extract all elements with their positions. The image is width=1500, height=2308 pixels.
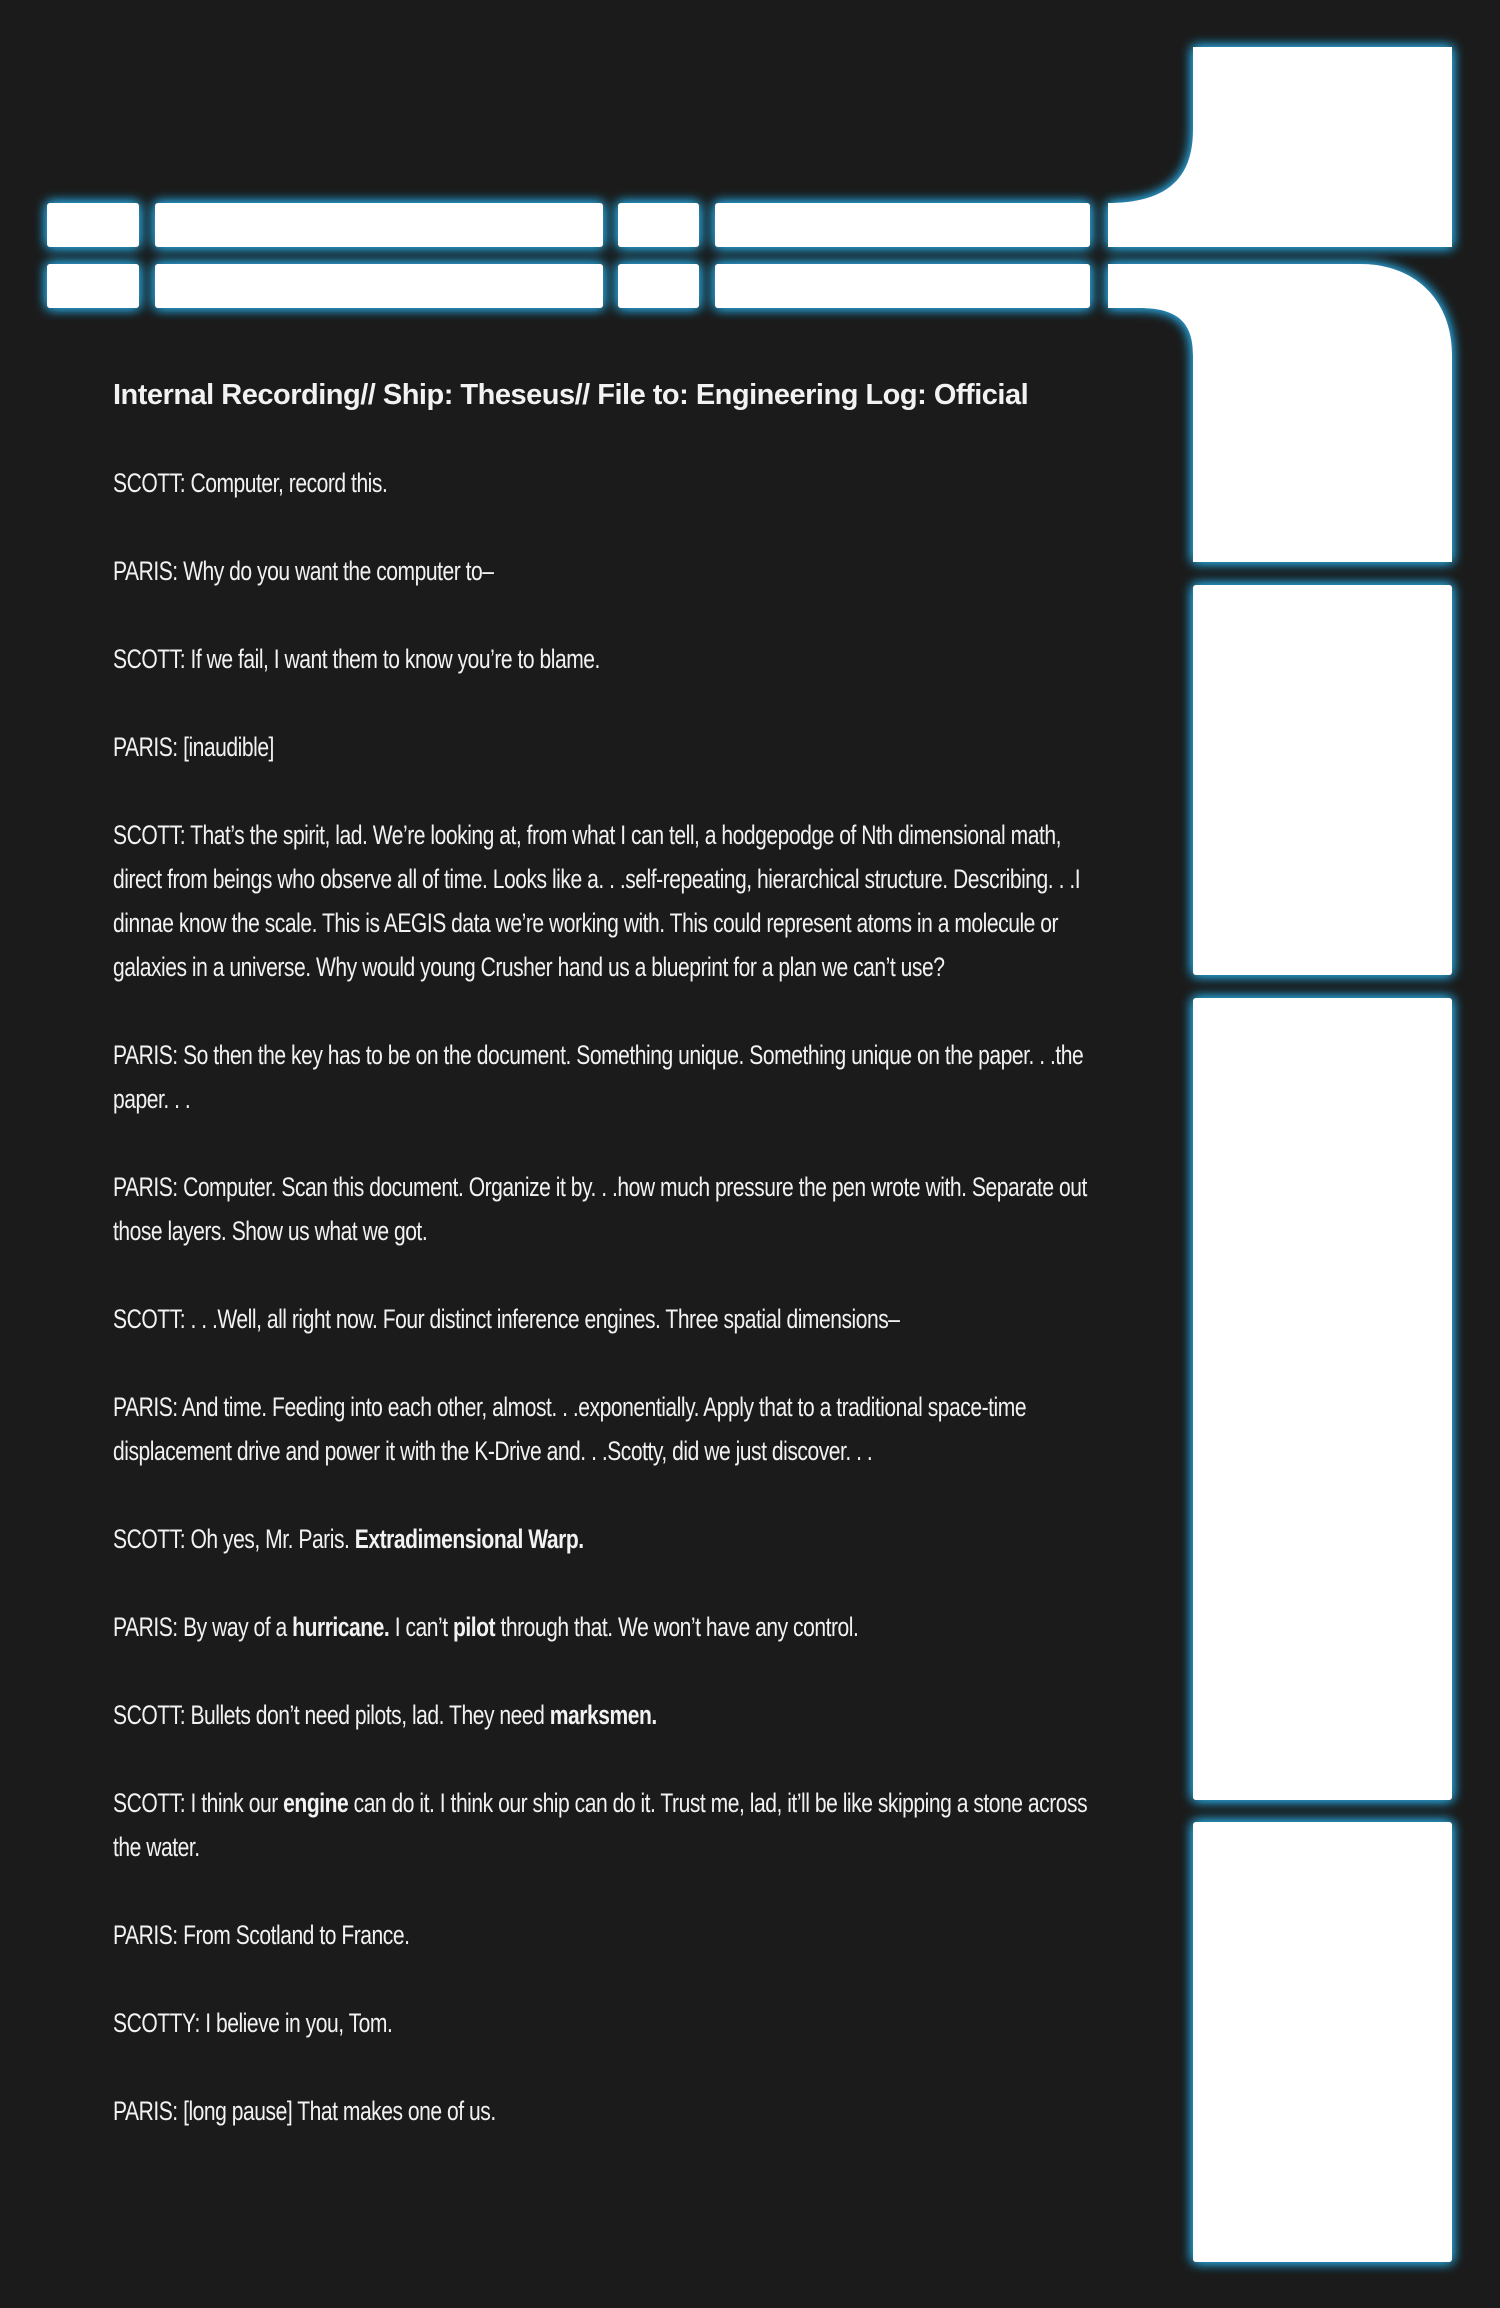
dialogue-text: Bullets don’t need pilots, lad. They need — [185, 1700, 550, 1730]
dialogue-text: can do it. I think our ship can do it. Trust me, lad, it’ll be like skipping a stone across the water. — [113, 1788, 1088, 1862]
dialogue-text: through that. We won’t have any control. — [495, 1612, 859, 1642]
speaker-label: SCOTT: — [113, 644, 186, 674]
dialogue-entry — [113, 1033, 1111, 1121]
dialogue-entry — [113, 1605, 1111, 1649]
dialogue-text: So then the key has to be on the document. Something unique. Something unique on the paper. . .the paper. . . — [113, 1040, 1084, 1114]
speaker-label: SCOTT: — [113, 468, 186, 498]
speaker-label: PARIS: — [113, 1172, 178, 1202]
speaker-label: PARIS: — [113, 1612, 178, 1642]
dialogue-entry — [113, 1913, 1111, 1957]
dialogue-entry — [113, 813, 1111, 989]
dialogue-text: Oh yes, Mr. Paris. — [185, 1524, 355, 1554]
dialogue-text: From Scotland to France. — [177, 1920, 410, 1950]
dialogue-text: [inaudible] — [177, 732, 274, 762]
emphasis-text: pilot — [452, 1612, 496, 1642]
dialogue-entry — [113, 1781, 1111, 1869]
speaker-label: SCOTT: — [113, 1524, 186, 1554]
speaker-label: PARIS: — [113, 732, 178, 762]
dialogue-text: Why do you want the computer to– — [177, 556, 494, 586]
dialogue-text: I think our — [185, 1788, 284, 1818]
lcars-bar-bottom-3 — [618, 264, 699, 308]
dialogue-text: And time. Feeding into each other, almost. . .exponentially. Apply that to a traditional space-time displacement drive and power it with the K-Drive and. . .Scotty, did we just discover. . . — [113, 1392, 1027, 1466]
emphasis-text: engine — [283, 1788, 349, 1818]
dialogue-text: I believe in you, Tom. — [199, 2008, 393, 2038]
lcars-bar-top-3 — [618, 203, 699, 247]
speaker-label: SCOTT: — [113, 1700, 186, 1730]
speaker-label: PARIS: — [113, 556, 178, 586]
emphasis-text: hurricane. — [292, 1612, 390, 1642]
lcars-elbow-upper — [1108, 47, 1452, 247]
speaker-label: SCOTT: — [113, 1304, 186, 1334]
lcars-column-segment-1 — [1193, 585, 1452, 975]
dialogue-entry — [113, 1297, 1111, 1341]
dialogue-text: By way of a — [177, 1612, 293, 1642]
dialogue-entry — [113, 549, 1111, 593]
dialogue-text: I can’t — [389, 1612, 453, 1642]
dialogue-text: If we fail, I want them to know you’re to blame. — [185, 644, 600, 674]
lcars-bar-bottom-4 — [715, 264, 1090, 308]
lcars-bar-bottom-2 — [155, 264, 603, 308]
lcars-bar-top-4 — [715, 203, 1090, 247]
dialogue-entry — [113, 1385, 1111, 1473]
emphasis-text: Extradimensional Warp. — [354, 1524, 584, 1554]
lcars-bar-bottom-1 — [47, 264, 139, 308]
emphasis-text: marksmen. — [549, 1700, 657, 1730]
speaker-label: SCOTTY: — [113, 2008, 200, 2038]
dialogue-list — [113, 461, 1113, 2133]
speaker-label: PARIS: — [113, 1040, 178, 1070]
dialogue-text: [long pause] That makes one of us. — [177, 2096, 496, 2126]
lcars-column-segment-2 — [1193, 998, 1452, 1800]
dialogue-entry — [113, 637, 1111, 681]
dialogue-entry — [113, 1693, 1111, 1737]
speaker-label: PARIS: — [113, 1920, 178, 1950]
lcars-column-segment-3 — [1193, 1822, 1452, 2262]
speaker-label: PARIS: — [113, 1392, 178, 1422]
speaker-label: SCOTT: — [113, 820, 186, 850]
dialogue-entry — [113, 2089, 1111, 2133]
lcars-bar-top-2 — [155, 203, 603, 247]
dialogue-entry — [113, 1517, 1111, 1561]
dialogue-entry — [113, 461, 1111, 505]
dialogue-text: . . .Well, all right now. Four distinct inference engines. Three spatial dimensions– — [185, 1304, 900, 1334]
log-header: Internal Recording// Ship: Theseus// File to: Engineering Log: Official — [113, 379, 1029, 411]
speaker-label: PARIS: — [113, 2096, 178, 2126]
lcars-elbow-lower — [1108, 264, 1452, 562]
dialogue-text: Computer, record this. — [185, 468, 388, 498]
speaker-label: SCOTT: — [113, 1788, 186, 1818]
dialogue-entry — [113, 2001, 1111, 2045]
dialogue-entry — [113, 1165, 1111, 1253]
dialogue-text: That’s the spirit, lad. We’re looking at, from what I can tell, a hodgepodge of Nth dimensional math, direct from beings who observe all of time. Looks like a. . .self-repeating, hierarchical structure. Describing. . .I dinnae know the scale. This is AEGIS data we’re working with. This could represent atoms in a molecule or galaxies in a universe. Why would young Crusher hand us a blueprint for a plan we can’t use? — [113, 820, 1081, 982]
transcript — [113, 373, 1113, 2177]
dialogue-entry — [113, 725, 1111, 769]
lcars-bar-top-1 — [47, 203, 139, 247]
dialogue-text: Computer. Scan this document. Organize it by. . .how much pressure the pen wrote with. Separate out those layers. Show us what we got. — [113, 1172, 1087, 1246]
